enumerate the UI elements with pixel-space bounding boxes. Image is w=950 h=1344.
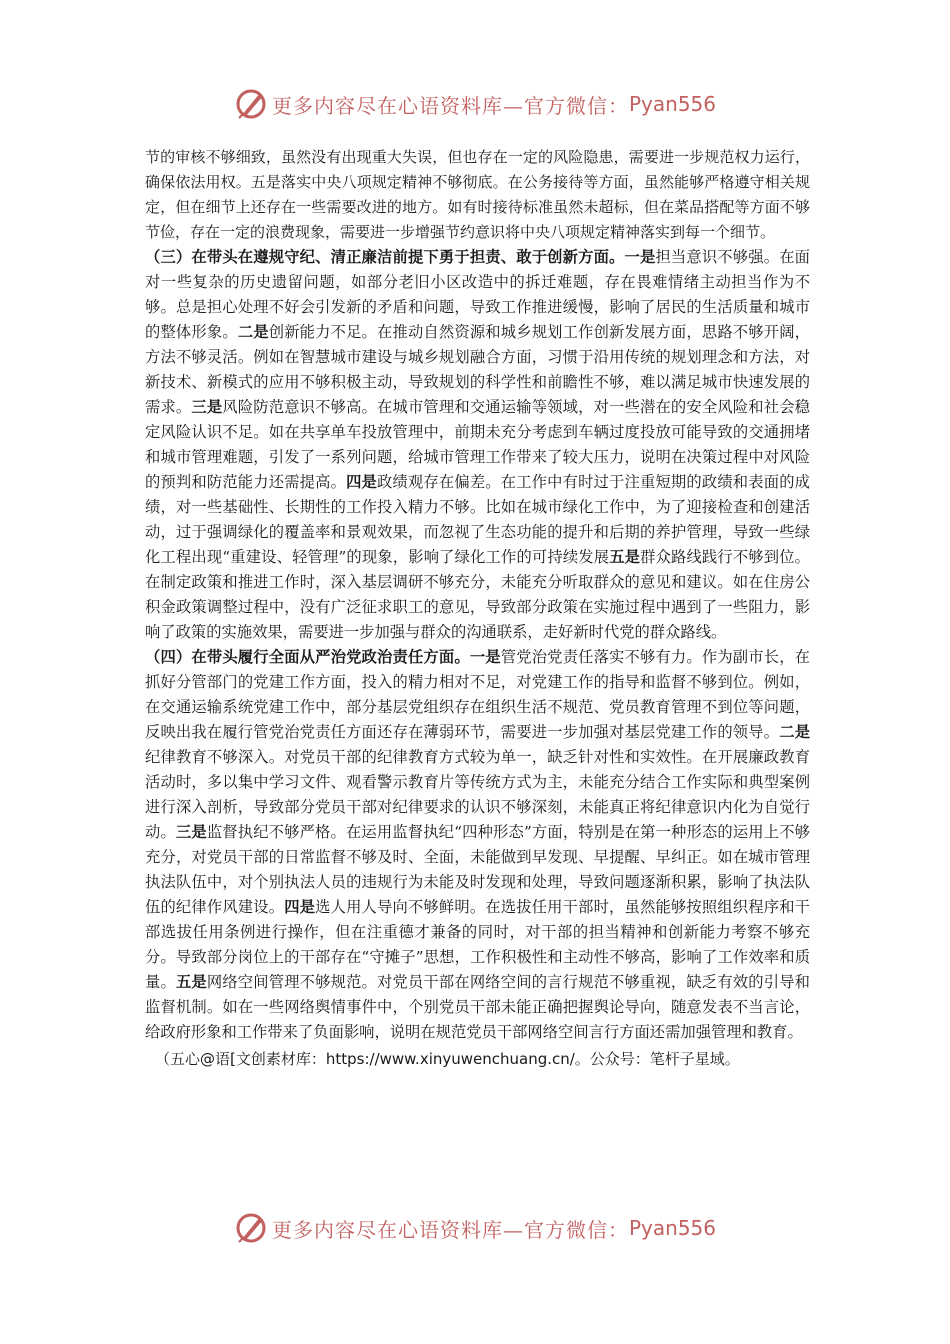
point-text: 群众路线践行不够到位。在制定政策和推进工作时，深入基层调研不够充分，未能充分听取群众的意见和建议。如在住房公积金政策调整过程中，没有广泛征求职工的意见，导致部分政策在实施过程中遇到了一些阻力，影响了政策的实施效果，需要进一步加强与群众的沟通联系，走好新时代党的群众路线。 <box>145 548 810 641</box>
point-text: 管党治党责任落实不够有力。作为副市长，在抓好分管部门的党建工作方面，投入的精力相对不足，对党建工作的指导和监督不够到位。例如，在交通运输系统党建工作中，部分基层党组织存在组织生活不规范、党员教育管理不到位等问题，反映出我在履行管党治党责任方面还存在薄弱环节，需要进一步加强对基层党建工作的领导。 <box>145 648 810 741</box>
banner-wechat-id: Pyan556 <box>628 92 716 116</box>
point-text: 选人用人导向不够鲜明。在选拔任用干部时，虽然能够按照组织程序和干部选拔任用条例进行操作，但在注重德才兼备的同时，对干部的担当精神和创新能力考察不够充分。导致部分岗位上的干部存在“守摊子”思想，工作积极性和主动性不够高，影响了工作效率和质量。 <box>145 898 810 991</box>
source-note: （五心@语[文创素材库：https://www.xinyuwenchuang.cn/。公众号：笔杆子星域。 <box>155 1050 740 1068</box>
point-text: 政绩观存在偏差。在工作中有时过于注重短期的政绩和表面的成绩，对一些基础性、长期性的工作投入精力不够。比如在城市绿化工作中，为了迎接检查和创建活动，过于强调绿化的覆盖率和景观效果，而忽视了生态功能的提升和后期的养护管理，导致一些绿化工程出现“重建设、轻管理”的现象，影响了绿化工作的可持续发展 <box>145 473 810 566</box>
point-text: 担当意识不够强。在面对一些复杂的历史遗留问题，如部分老旧小区改造中的拆迁难题，存在畏难情绪主动担当作为不够。总是担心处理不好会引发新的矛盾和问题，导致工作推进缓慢，影响了居民的生活质量和城市的整体形象。 <box>145 248 810 341</box>
point-label: 三是 <box>191 398 223 416</box>
paragraph-continued: 节的审核不够细致，虽然没有出现重大失误，但也存在一定的风险隐患，需要进一步规范权力运行，确保依法用权。五是落实中央八项规定精神不够彻底。在公务接待等方面，虽然能够严格遵守相关规定，但在细节上还存在一些需要改进的地方。如有时接待标准虽然未超标，但在菜品搭配等方面不够节俭，存在一定的浪费现象，需要进一步增强节约意识将中央八项规定精神落实到每一个细节。 <box>145 148 810 241</box>
point-label: 三是 <box>175 823 207 841</box>
quill-pen-logo-icon <box>234 87 268 121</box>
point-text: 网络空间管理不够规范。对党员干部在网络空间的言行规范不够重视，缺乏有效的引导和监督机制。如在一些网络舆情事件中，个别党员干部未能正确把握舆论导向，随意发表不当言论，给政府形象和工作带来了负面影响，说明在规范党员干部网络空间言行方面还需加强管理和教育。 <box>145 973 810 1041</box>
point-label: 四是 <box>346 473 378 491</box>
point-label: 四是 <box>284 898 316 916</box>
section-four <box>145 645 810 1045</box>
point-label: 二是 <box>779 723 810 741</box>
section-three <box>145 245 810 645</box>
point-label: 二是 <box>237 323 269 341</box>
header-banner <box>0 84 950 124</box>
point-text: 监督执纪不够严格。在运用监督执纪“四种形态”方面，特别是在第一种形态的运用上不够充分，对党员干部的日常监督不够及时、全面，未能做到早发现、早提醒、早纠正。如在城市管理执法队伍中，对个别执法人员的违规行为未能及时发现和处理，导致问题逐渐积累，影响了执法队伍的纪律作风建设。 <box>145 823 810 916</box>
point-text: 创新能力不足。在推动自然资源和城乡规划工作创新发展方面，思路不够开阔，方法不够灵活。例如在智慧城市建设与城乡规划融合方面，习惯于沿用传统的规划理念和方法，对新技术、新模式的应用不够积极主动，导致规划的科学性和前瞻性不够，难以满足城市快速发展的需求。 <box>145 323 810 416</box>
quill-pen-logo-icon <box>234 1211 268 1245</box>
section-three-heading: （三）在带头在遵规守纪、清正廉洁前提下勇于担责、敢于创新方面。 <box>145 248 625 266</box>
point-text: 风险防范意识不够高。在城市管理和交通运输等领域，对一些潜在的安全风险和社会稳定风险认识不足。如在共享单车投放管理中，前期未充分考虑到车辆过度投放可能导致的交通拥堵和城市管理难题，引发了一系列问题，给城市管理工作带来了较大压力，说明在决策过程中对风险的预判和防范能力还需提高。 <box>145 398 810 491</box>
banner-text: 更多内容尽在心语资料库—官方微信： <box>271 93 629 118</box>
point-text: 纪律教育不够深入。对党员干部的纪律教育方式较为单一，缺乏针对性和实效性。在开展廉政教育活动时，多以集中学习文件、观看警示教育片等传统方式为主，未能充分结合工作实际和典型案例进行深入剖析，导致部分党员干部对纪律要求的认识不够深刻，未能真正将纪律意识内化为自觉行动。 <box>145 748 810 841</box>
point-label: 五是 <box>175 973 207 991</box>
point-label: 一是 <box>624 248 656 266</box>
section-four-heading: （四）在带头履行全面从严治党政治责任方面。 <box>145 648 470 666</box>
banner-text: 更多内容尽在心语资料库—官方微信： <box>271 1217 629 1242</box>
point-label: 一是 <box>469 648 501 666</box>
footer-banner <box>0 1208 950 1248</box>
banner-wechat-id: Pyan556 <box>628 1216 716 1240</box>
document-body <box>145 145 810 1072</box>
point-label: 五是 <box>609 548 641 566</box>
